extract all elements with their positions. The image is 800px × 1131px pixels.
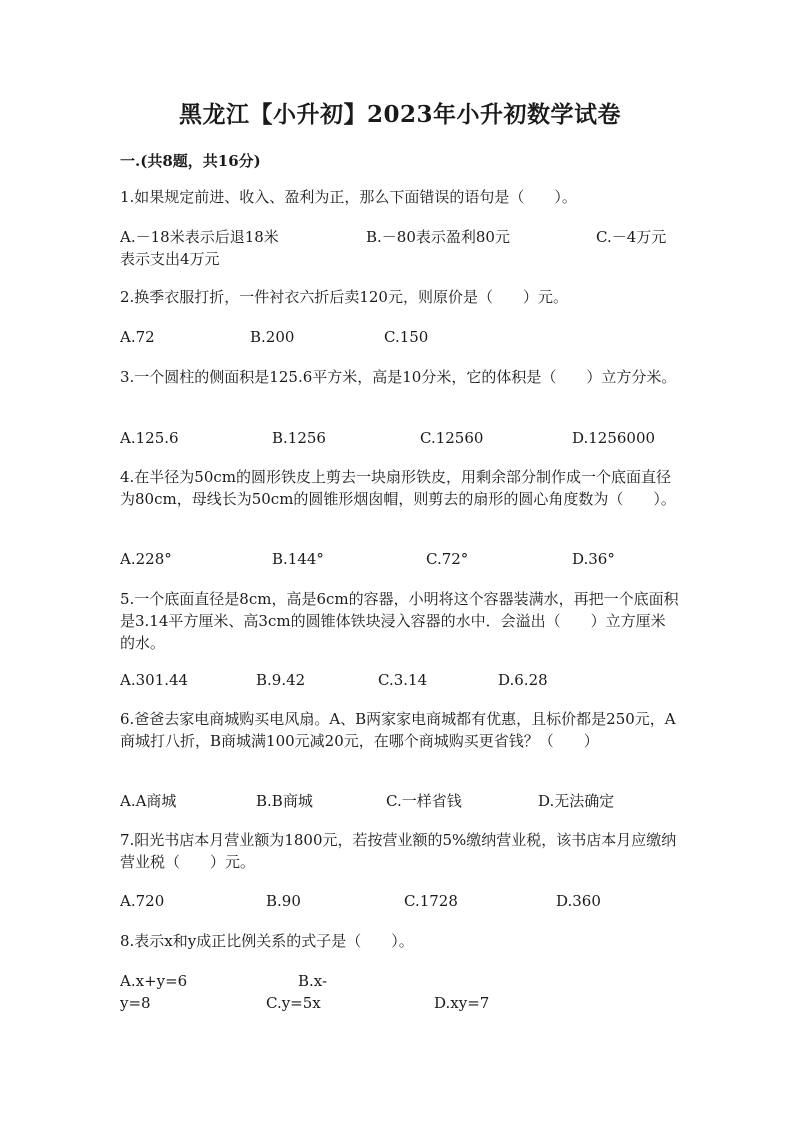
- option-b: B.144°: [272, 550, 324, 568]
- question-3-options: [120, 427, 680, 449]
- section-heading: 一.(共8题，共16分): [120, 152, 261, 170]
- question-8-options-line-2: [120, 992, 680, 1014]
- page-title: 黑龙江【小升初】2023年小升初数学试卷: [178, 101, 621, 128]
- option-d: D.无法确定: [538, 792, 615, 810]
- option-b: B.9.42: [256, 671, 306, 689]
- option-a: A.301.44: [120, 671, 189, 689]
- option-c: C.12560: [420, 429, 484, 447]
- option-a: A.－18米表示后退18米: [120, 228, 279, 246]
- option-c: C.3.14: [378, 671, 428, 689]
- option-a: A.228°: [120, 550, 172, 568]
- option-a: A.x+y=6: [120, 972, 188, 990]
- option-c: C.－4万元: [596, 228, 667, 246]
- option-d: D.1256000: [572, 429, 656, 447]
- question-7-stem: 7.阳光书店本月营业额为1800元，若按营业额的5%缴纳营业税，该书店本月应缴纳营业税（ ）元。: [120, 831, 677, 871]
- question-8-stem: 8.表示x和y成正比例关系的式子是（ ）。: [120, 932, 414, 950]
- question-8-options-line-1: [120, 970, 680, 992]
- option-d: D.6.28: [498, 671, 548, 689]
- option-b: B.－80表示盈利80元: [366, 228, 510, 246]
- question-1-options: [120, 226, 680, 248]
- option-b-continued: y=8: [120, 994, 151, 1012]
- option-a: A.125.6: [120, 429, 179, 447]
- question-6-stem: 6.爸爸去家电商城购买电风扇。A、B两家家电商城都有优惠，且标价都是250元，A商城打八折，B商城满100元减20元，在哪个商城购买更省钱？（ ）: [120, 710, 676, 750]
- option-d: D.360: [556, 892, 601, 910]
- option-c: C.一样省钱: [386, 792, 462, 810]
- option-d: D.36°: [572, 550, 615, 568]
- question-5-options: [120, 669, 680, 691]
- option-b: B.1256: [272, 429, 326, 447]
- question-3-stem: 3.一个圆柱的侧面积是125.6平方米，高是10分米，它的体积是（ ）立方分米。: [120, 368, 677, 386]
- question-4-options: [120, 548, 680, 570]
- question-7-options: [120, 890, 680, 912]
- question-2-stem: 2.换季衣服打折，一件衬衣六折后卖120元，则原价是（ ）元。: [120, 288, 568, 306]
- option-a: A.72: [120, 328, 155, 346]
- question-5-stem: 5.一个底面直径是8cm，高是6cm的容器，小明将这个容器装满水，再把一个底面积是3.14平方厘米、高3cm的圆锥体铁块浸入容器的水中．会溢出（ ）立方厘米的水。: [120, 590, 679, 652]
- option-b: B.B商城: [256, 792, 313, 810]
- option-c: C.1728: [404, 892, 458, 910]
- option-b: B.x-: [298, 972, 328, 990]
- question-6-options: [120, 790, 680, 812]
- option-d: D.xy=7: [434, 994, 490, 1012]
- option-c: C.72°: [426, 550, 469, 568]
- question-1-option-c-continued: 表示支出4万元: [120, 250, 220, 268]
- option-c: C.y=5x: [266, 994, 321, 1012]
- question-2-options: [120, 326, 680, 348]
- option-b: B.90: [266, 892, 301, 910]
- option-b: B.200: [250, 328, 295, 346]
- option-c: C.150: [384, 328, 429, 346]
- question-4-stem: 4.在半径为50cm的圆形铁皮上剪去一块扇形铁皮，用剩余部分制作成一个底面直径为80cm，母线长为50cm的圆锥形烟囱帽，则剪去的扇形的圆心角度数为（ ）。: [120, 468, 676, 508]
- option-a: A.720: [120, 892, 165, 910]
- question-1-stem: 1.如果规定前进、收入、盈利为正，那么下面错误的语句是（ ）。: [120, 188, 577, 206]
- option-a: A.A商城: [120, 792, 177, 810]
